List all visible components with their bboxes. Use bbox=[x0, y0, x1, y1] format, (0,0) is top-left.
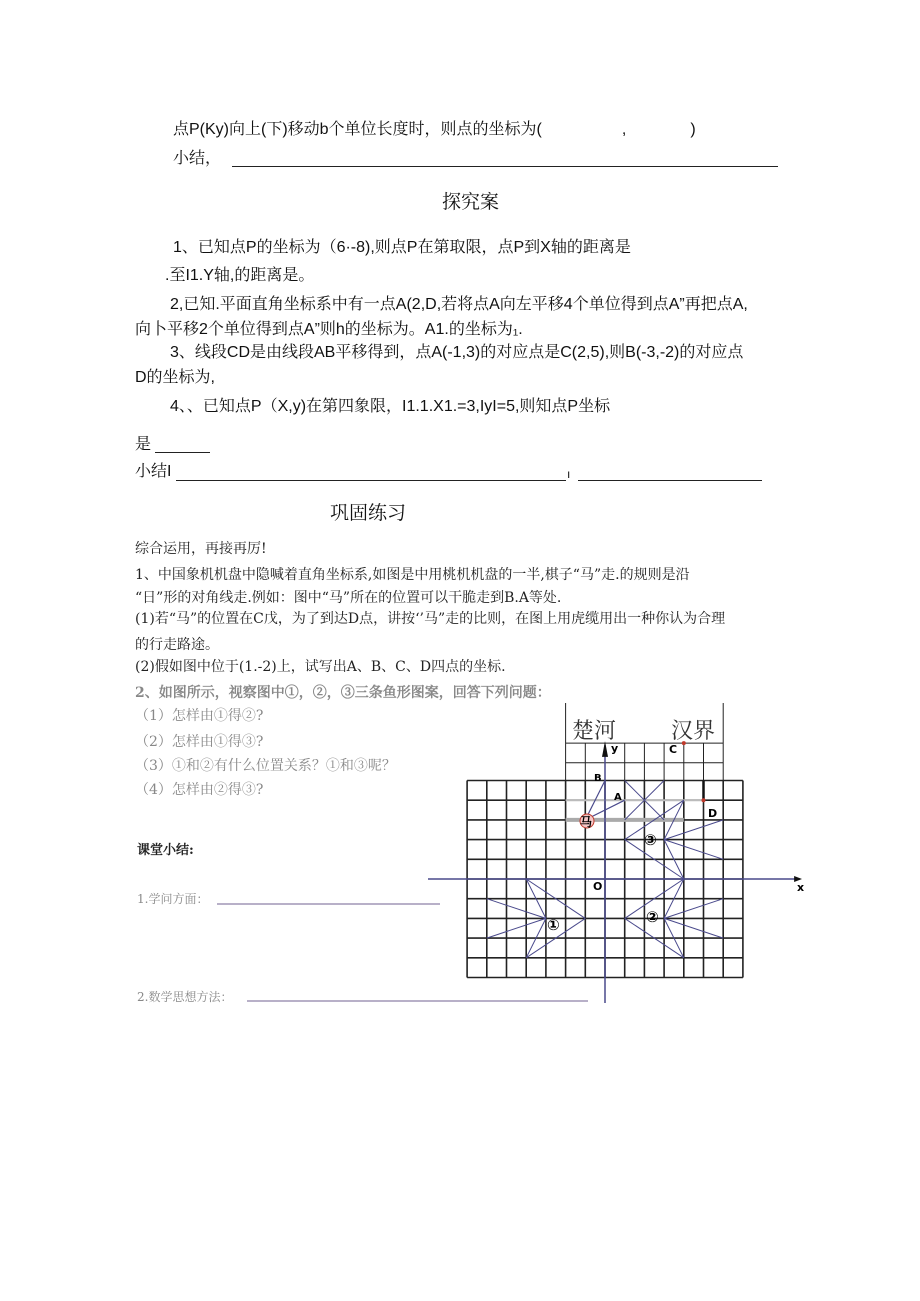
point-marker bbox=[702, 798, 706, 802]
river-label-left: 楚河 bbox=[572, 719, 617, 744]
question-1-line-1: 1、已知点P的坐标为（6·-8),则点P在第取限，点P到X轴的距离是 bbox=[173, 239, 631, 256]
horse-piece: 马 bbox=[580, 815, 593, 829]
practice-2-q1: （1）怎样由①得②? bbox=[135, 708, 264, 724]
x-axis-label: x bbox=[797, 881, 805, 894]
question-2-line-1: 2,已知.平面直角坐标系中有一点A(2,D,若将点A向左平移4个单位得到点A”再把点A, bbox=[170, 296, 748, 313]
point-a-label: A bbox=[614, 792, 622, 803]
practice-2-prompt: 2、如图所示，视察图中①，②，③三条鱼形图案，回答下列问题： bbox=[135, 685, 551, 701]
origin-label: O bbox=[593, 880, 603, 893]
point-b-label: B bbox=[594, 773, 602, 784]
practice-2-q4: （4）怎样由②得③? bbox=[135, 782, 264, 798]
class-summary-item-1: 1.学问方面： bbox=[137, 892, 209, 906]
point-c-label: C bbox=[669, 743, 678, 756]
summary-label-2: 小结I bbox=[135, 463, 172, 480]
question-1-line-2: .至I1.Y轴,的距离是。 bbox=[165, 267, 315, 284]
section-title-explore: 探究案 bbox=[442, 192, 500, 213]
fish-2-label: ② bbox=[646, 908, 659, 926]
question-4-line-1: 4、、已知点P（X,y)在第四象限，I1.1.X1.=3,IyI=5,则知点P坐标 bbox=[170, 398, 611, 415]
section-title-practice: 巩固练习 bbox=[330, 503, 407, 524]
practice-intro: 综合运用，再接再厉! bbox=[135, 541, 267, 557]
river-label-right: 汉界 bbox=[671, 719, 716, 744]
text-coordinate-shift: 点P(Ky)向上(下)移动b个单位长度时，则点的坐标为( , ) bbox=[173, 121, 696, 138]
practice-1-line-2: “日”形的对角线走.例如：图中“马”所在的位置可以干脆走到B.A等处. bbox=[135, 590, 562, 606]
practice-1-line-3: (1)若“马”的位置在C戊，为了到达D点，讲按‘’马”走的比则，在图上用虎缆用出一种你认为合理 bbox=[135, 611, 726, 627]
question-3-line-1: 3、线段CD是由线段AB平移得到，点A(-1,3)的对应点是C(2,5),则B(-3,-2)的对应点 bbox=[170, 344, 744, 361]
y-axis-label: y bbox=[611, 742, 619, 755]
summary-separator: ı bbox=[567, 467, 571, 481]
question-2-line-2: 向卜平移2个单位得到点A”则h的坐标为。A1.的坐标为₁. bbox=[135, 321, 523, 338]
question-3-line-2: D的坐标为, bbox=[135, 369, 216, 386]
practice-2-q2: （2）怎样由①得③? bbox=[135, 734, 264, 750]
class-summary-title: 课堂小结: bbox=[137, 843, 194, 858]
practice-1-line-5: (2)假如图中位于(1.-2)上，试写出A、B、C、D四点的坐标. bbox=[135, 659, 506, 675]
fish-3-label: ③ bbox=[644, 831, 657, 849]
point-d-label: D bbox=[708, 807, 718, 820]
question-4-line-2: 是 bbox=[135, 436, 152, 453]
practice-2-q3: （3）①和②有什么位置关系？①和③呢？ bbox=[135, 758, 396, 774]
practice-1-line-4: 的行走路途。 bbox=[135, 637, 219, 653]
class-summary-item-2: 2.数学思想方法： bbox=[137, 990, 233, 1004]
summary-label: 小结， bbox=[173, 150, 222, 167]
practice-1-line-1: 1、中国象机机盘中隐喊着直角坐标系,如图是中用桃机机盘的一半,棋子“马”走.的规则是沿 bbox=[135, 567, 690, 583]
fish-1-label: ① bbox=[547, 916, 560, 934]
